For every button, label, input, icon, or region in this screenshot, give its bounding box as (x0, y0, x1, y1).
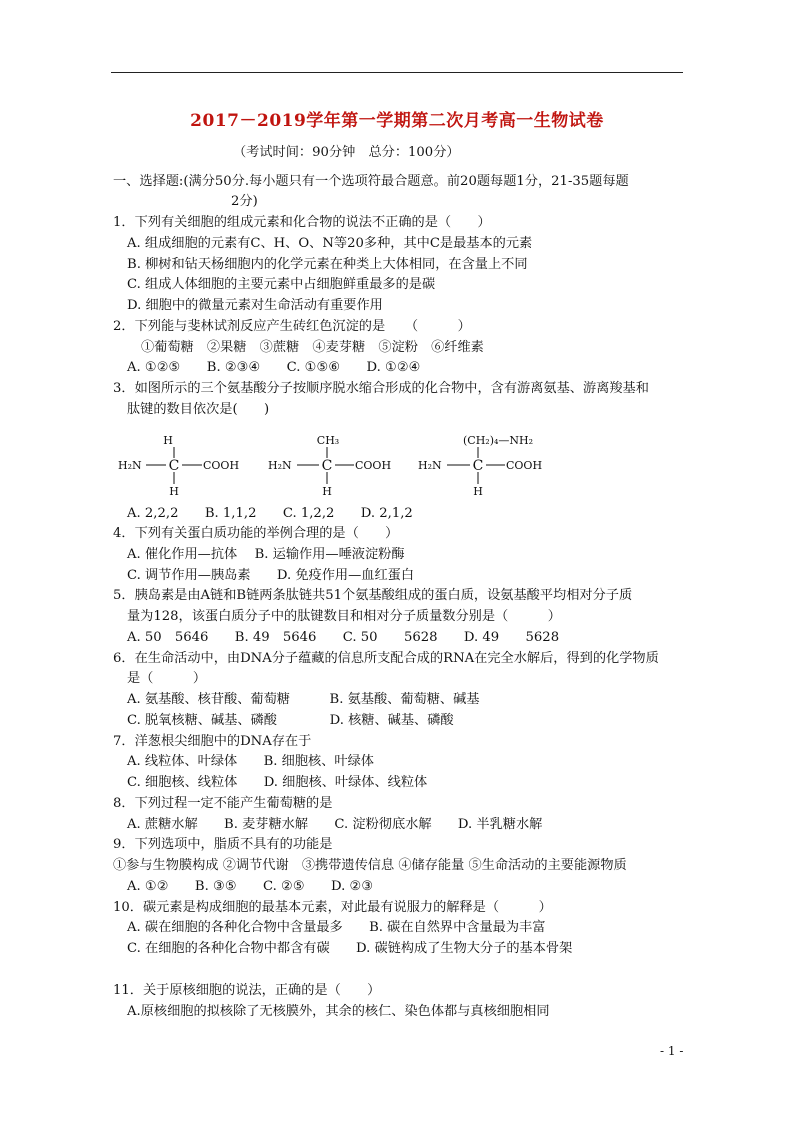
q3-stem-cont: 肽键的数目依次是( ) (127, 402, 270, 417)
amino-acid-structure-1 (118, 430, 258, 502)
q7-options-cd: C. 细胞核、线粒体 D. 细胞核、叶绿体、线粒体 (127, 775, 428, 790)
q5-stem: 5．胰岛素是由A链和B链两条肽链共51个氨基酸组成的蛋白质，设氨基酸平均相对分子质 (113, 588, 633, 603)
mol3-ch2nh2: (CH₂)₄—NH₂ (463, 434, 534, 447)
mol1-h-bottom: H (169, 485, 179, 498)
q2-items: ①葡萄糖 ②果糖 ③蔗糖 ④麦芽糖 ⑤淀粉 ⑥纤维素 (141, 340, 484, 355)
page-title: 2017－2019学年第一学期第二次月考高一生物试卷 (190, 111, 604, 131)
q8-stem: 8．下列过程一定不能产生葡萄糖的是 (113, 796, 333, 811)
q9-stem: 9．下列选项中，脂质不具有的功能是 (113, 837, 333, 852)
q6-stem-cont: 是（ ） (127, 671, 207, 686)
mol1-c: C (168, 458, 180, 474)
q4-options-cd: C. 调节作用—胰岛素 D. 免疫作用—血红蛋白 (127, 568, 415, 583)
q10-stem: 10．碳元素是构成细胞的最基本元素，对此最有说服力的解释是（ ） (113, 900, 552, 915)
mol1-cooh: COOH (203, 459, 240, 472)
page-number: - 1 - (660, 1044, 684, 1058)
q1-stem: 1．下列有关细胞的组成元素和化合物的说法不正确的是（ ） (113, 215, 491, 230)
q6-options-ab: A. 氨基酸、核苷酸、葡萄糖 B. 氨基酸、葡萄糖、碱基 (127, 692, 480, 707)
q4-stem: 4．下列有关蛋白质功能的举例合理的是（ ） (113, 526, 399, 541)
mol2-nh2: H₂N (268, 459, 292, 472)
q1-option-b: B. 柳树和钻天杨细胞内的化学元素在种类上大体相同，在含量上不同 (127, 257, 528, 272)
q11-option-a: A.原核细胞的拟核除了无核膜外，其余的核仁、染色体都与真核细胞相同 (127, 1004, 550, 1019)
mol3-h-bottom: H (473, 485, 483, 498)
q6-options-cd: C. 脱氧核糖、碱基、磷酸 D. 核糖、碱基、磷酸 (127, 713, 454, 728)
mol2-c: C (321, 458, 333, 474)
mol2-cooh: COOH (355, 459, 392, 472)
q10-options-ab: A. 碳在细胞的各种化合物中含量最多 B. 碳在自然界中含量最为丰富 (127, 920, 546, 935)
q1-option-a: A. 组成细胞的元素有C、H、O、N等20多种，其中C是最基本的元素 (127, 236, 533, 251)
q3-options: A. 2,2,2 B. 1,1,2 C. 1,2,2 D. 2,1,2 (127, 506, 413, 521)
section-heading-cont: 2分) (231, 194, 258, 209)
mol3-c: C (472, 458, 484, 474)
mol1-h-top: H (163, 434, 173, 447)
q1-option-c: C. 组成人体细胞的主要元素中占细胞鲜重最多的是碳 (127, 277, 436, 292)
mol2-ch3: CH₃ (316, 434, 340, 447)
mol1-nh2: H₂N (118, 459, 142, 472)
q8-options: A. 蔗糖水解 B. 麦芽糖水解 C. 淀粉彻底水解 D. 半乳糖水解 (127, 817, 543, 832)
q1-option-d: D. 细胞中的微量元素对生命活动有重要作用 (127, 298, 383, 313)
q6-stem: 6．在生命活动中，由DNA分子蕴藏的信息所支配合成的RNA在完全水解后，得到的化学物质 (113, 651, 659, 666)
exam-info: （考试时间：90分钟 总分：100分） (233, 145, 460, 160)
q3-stem: 3．如图所示的三个氨基酸分子按顺序脱水缩合形成的化合物中，含有游离氨基、游离羧基和 (113, 381, 649, 396)
mol2-h-bottom: H (322, 485, 332, 498)
q7-stem: 7．洋葱根尖细胞中的DNA存在于 (113, 734, 312, 749)
q9-options: A. ①② B. ③⑤ C. ②⑤ D. ②③ (127, 879, 374, 894)
q5-stem-cont: 量为128，该蛋白质分子中的肽键数目和相对分子质量数分别是（ ） (127, 609, 561, 624)
q2-options: A. ①②⑤ B. ②③④ C. ①⑤⑥ D. ①②④ (127, 360, 421, 375)
header-rule (111, 72, 683, 73)
mol3-cooh: COOH (506, 459, 543, 472)
q5-options: A. 50 5646 B. 49 5646 C. 50 5628 D. 49 5628 (127, 630, 560, 645)
q4-options-ab: A. 催化作用—抗体 B. 运输作用—唾液淀粉酶 (127, 547, 405, 562)
q7-options-ab: A. 线粒体、叶绿体 B. 细胞核、叶绿体 (127, 754, 374, 769)
mol3-nh2: H₂N (418, 459, 442, 472)
amino-acid-structure-3 (418, 430, 563, 502)
q2-stem: 2．下列能与斐林试剂反应产生砖红色沉淀的是 （ ） (113, 319, 471, 334)
q9-items: ①参与生物膜构成 ②调节代谢 ③携带遗传信息 ④储存能量 ⑤生命活动的主要能源物质 (113, 858, 627, 873)
amino-acid-structure-2 (268, 430, 408, 502)
q10-options-cd: C. 在细胞的各种化合物中都含有碳 D. 碳链构成了生物大分子的基本骨架 (127, 941, 573, 956)
q11-stem: 11．关于原核细胞的说法，正确的是（ ） (113, 983, 381, 998)
section-heading: 一、选择题:(满分50分.每小题只有一个选项符最合题意。前20题每题1分，21-35题每题 (113, 174, 629, 189)
